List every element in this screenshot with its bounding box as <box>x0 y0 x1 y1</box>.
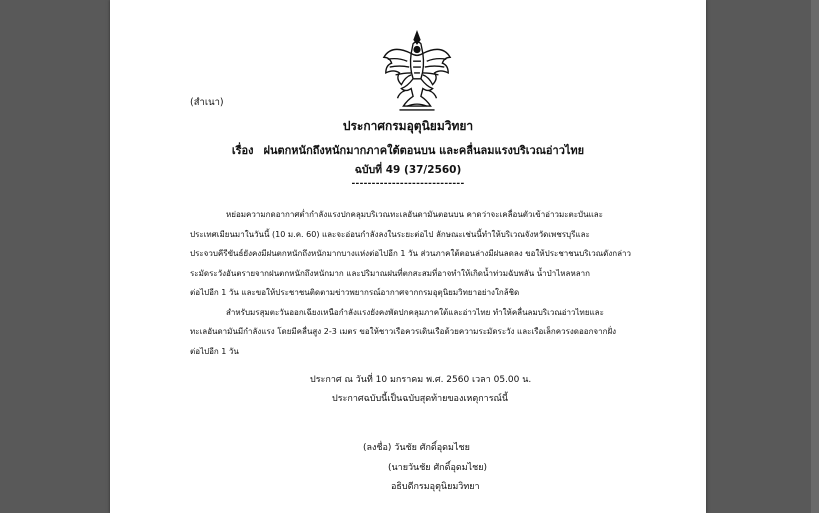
signature-line: (ลงชื่อ) วันชัย ศักดิ์อุดมไชย <box>363 443 470 453</box>
separator: ---------------------------- <box>351 179 465 189</box>
signer-name: (นายวันชัย ศักดิ์อุดมไชย) <box>388 463 488 473</box>
subject-text: ฝนตกหนักถึงหนักมากภาคใต้ตอนบน และคลื่นลมแรงบริเวณอ่าวไทย <box>263 144 585 157</box>
scrollbar[interactable] <box>811 0 819 513</box>
copy-label: (สำเนา) <box>190 97 224 108</box>
body-line: ประเทศเมียนมาในวันนี้ (10 ม.ค. 60) และจะอ่อนกำลังลงในระยะต่อไป ลักษณะเช่นนี้ทำให้บริเวณจังหวัดเพชรบุรีและ <box>190 229 590 239</box>
signer-title: อธิบดีกรมอุตุนิยมวิทยา <box>391 482 480 492</box>
final-note: ประกาศฉบับนี้เป็นฉบับสุดท้ายของเหตุการณ์นี้ <box>332 394 509 404</box>
garuda-emblem-icon <box>378 28 456 112</box>
announcement-body <box>190 205 650 361</box>
document-page <box>110 0 706 513</box>
issue-number: ฉบับที่ 49 (37/2560) <box>354 164 462 176</box>
body-line: ระมัดระวังอันตรายจากฝนตกหนักถึงหนักมาก และปริมาณฝนที่ตกสะสมที่อาจทำให้เกิดน้ำท่วมฉับพลัน น้ำป่าไหลหลาก <box>190 268 590 278</box>
subject-line <box>110 141 706 159</box>
body-line: หย่อมความกดอากาศต่ำกำลังแรงปกคลุมบริเวณทะเลอันดามันตอนบน คาดว่าจะเคลื่อนตัวเข้าอ่าวมะตะบันและ <box>226 210 603 219</box>
body-line: ต่อไปอีก 1 วัน <box>190 346 239 356</box>
subject-prefix: เรื่อง <box>231 144 254 157</box>
announcement-title: ประกาศกรมอุตุนิยมวิทยา <box>342 119 474 133</box>
body-line: ทะเลอันดามันมีกำลังแรง โดยมีคลื่นสูง 2-3 เมตร ขอให้ชาวเรือควรเดินเรือด้วยความระมัดระวัง และเรือเล็กควรงดออกจากฝั่ง <box>190 327 617 336</box>
announced-date: ประกาศ ณ วันที่ 10 มกราคม พ.ศ. 2560 เวลา 05.00 น. <box>310 375 532 385</box>
body-line: ต่อไปอีก 1 วัน และขอให้ประชาชนติดตามข่าวพยากรณ์อากาศจากกรมอุตุนิยมวิทยาอย่างใกล้ชิด <box>190 288 520 297</box>
body-line: สำหรับมรสุมตะวันออกเฉียงเหนือกำลังแรงยังคงพัดปกคลุมภาคใต้และอ่าวไทย ทำให้คลื่นลมบริเวณอ่าวไทยและ <box>226 307 604 317</box>
body-line: ประจวบคีรีขันธ์ยังคงมีฝนตกหนักถึงหนักมากบางแห่งต่อไปอีก 1 วัน ส่วนภาคใต้ตอนล่างมีฝนลดลง ขอให้ประชาชนบริเวณดังกล่าว <box>190 249 632 258</box>
